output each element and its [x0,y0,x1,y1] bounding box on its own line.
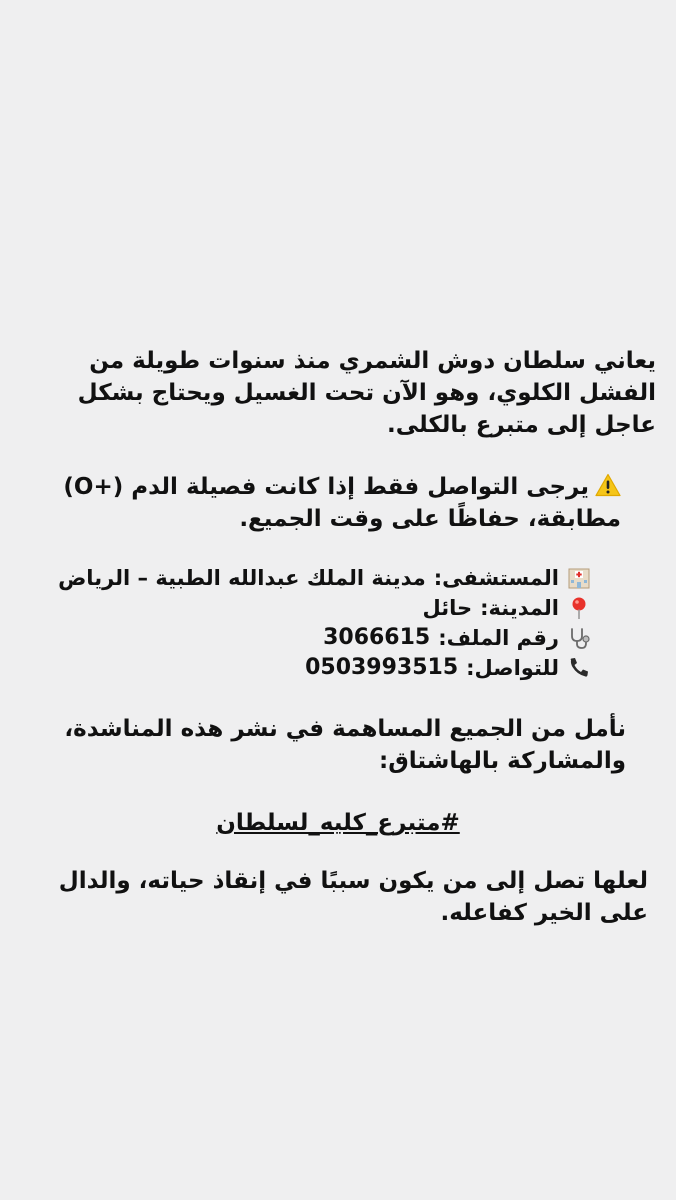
hospital-label: المستشفى: [433,566,559,590]
hospital-value: مدينة الملك عبدالله الطبية – الرياض [58,566,426,590]
warning-paragraph [50,471,621,535]
closing-paragraph: لعلها تصل إلى من يكون سببًا في إنقاذ حياته، والدال على الخير كفاعله. [58,868,648,926]
contact-line [20,653,591,683]
post-content [20,345,656,929]
location-pin-icon [567,596,591,620]
contact-label: للتواصل: [466,656,559,680]
warning-icon [595,473,621,497]
appeal-paragraph: نأمل من الجميع المساهمة في نشر هذه المناشدة، والمشاركة بالهاشتاق: [64,716,626,774]
contact-number[interactable]: 0503993515 [305,655,459,680]
file-number: 3066615 [323,625,431,650]
telephone-icon [567,656,591,680]
hospital-icon [567,566,591,590]
details-block [20,563,591,683]
hashtag-link[interactable]: #متبرع_كليه_لسلطان [216,810,460,836]
file-label: رقم الملف: [438,626,559,650]
city-line [20,593,591,623]
file-line [20,623,591,653]
city-value: حائل [422,596,473,620]
stethoscope-icon [567,626,591,650]
warning-text: يرجى التواصل فقط إذا كانت فصيلة الدم (+O) مطابقة، حفاظًا على وقت الجميع. [63,474,621,532]
intro-paragraph: يعاني سلطان دوش الشمري منذ سنوات طويلة من الفشل الكلوي، وهو الآن تحت الغسيل ويحتاج بشكل عاجل إلى متبرع بالكلى. [77,348,656,438]
hospital-line [20,563,591,593]
city-label: المدينة: [480,596,559,620]
